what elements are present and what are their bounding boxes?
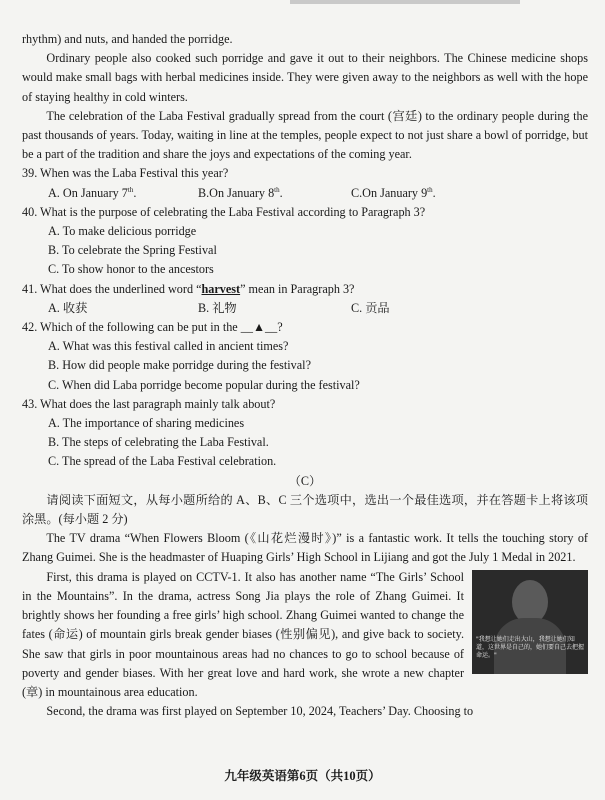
question-40: 40. What is the purpose of celebrating the Laba Festival according to Paragraph 3? [22, 204, 426, 219]
option-39b: B.On January 8th. [198, 185, 283, 200]
option-41b: B. 礼物 [198, 300, 237, 315]
option-43c: C. The spread of the Laba Festival celebration. [48, 454, 277, 469]
option-40a: A. To make delicious porridge [48, 224, 197, 239]
section-instruction: 请阅读下面短文，从每小题所给的 A、B、C 三个选项中，选出一个最佳选项，并在答题卡上将该项涂黑。(每小题 2 分) [22, 492, 588, 527]
page-footer: 九年级英语第6页（共10页） [224, 769, 381, 783]
question-41-text-end: ” mean in Paragraph 3? [240, 281, 355, 296]
document-page [22, 30, 588, 721]
option-42c: C. When did Laba porridge become popular during the festival? [48, 377, 360, 392]
paragraph-second: Second, the drama was first played on September 10, 2024, Teachers’ Day. Choosing to [46, 704, 474, 719]
paragraph-continued: rhythm) and nuts, and handed the porridge. [22, 32, 233, 46]
option-40c: C. To show honor to the ancestors [48, 262, 214, 277]
paragraph-celebration: The celebration of the Laba Festival gradually spread from the court (宫廷) to the ordinary people during the past thousands of years. Today, waiting in line at the temples, people expect to not just share a bowl of porridge, but be a part of the tradition and share the joys and expectations of the coming year. [22, 108, 588, 162]
option-39c: C.On January 9th. [351, 185, 436, 200]
question-41-text: 41. What does the underlined word “ [22, 281, 202, 296]
option-42b: B. How did people make porridge during the festival? [48, 358, 311, 373]
underlined-word: harvest [201, 281, 241, 296]
scan-edge [290, 0, 520, 4]
option-43b: B. The steps of celebrating the Laba Festival. [48, 435, 269, 450]
option-39a: A. On January 7th. [48, 185, 137, 200]
question-43: 43. What does the last paragraph mainly talk about? [22, 396, 276, 411]
option-42a: A. What was this festival called in ancient times? [48, 339, 289, 354]
drama-photo [472, 570, 588, 674]
option-41c: C. 贡品 [351, 300, 390, 315]
question-39-options [48, 184, 588, 203]
question-39: 39. When was the Laba Festival this year? [22, 166, 229, 181]
question-41-options [48, 299, 588, 318]
paragraph-tv-drama: The TV drama “When Flowers Bloom (《山花烂漫时》)” is a fantastic work. It tells the touching story of Zhang Guimei. She is the headmaster of Huaping Girls’ High School in Lijiang and got the July 1 Medal in 2021. [22, 531, 588, 565]
question-41 [22, 280, 588, 299]
paragraph-first: First, this drama is played on CCTV-1. It also has another name “The Girls’ School in the Mountains”. In the drama, actress Song Jia plays the role of Zhang Guimei. It brightly shows her founding a free girls’ high school. Zhang Guimei wanted to change the fates (命运) of mountain girls break gender biases (性别偏见), and give back to society. She saw that girls in poor mountainous areas had no chances to go to school because of poverty and gender biases. With her great love and hard work, she wrote a new chapter (章) in mountainous area education. [22, 569, 464, 699]
option-41a: A. 收获 [48, 300, 88, 315]
question-42: 42. Which of the following can be put in the __▲__? [22, 320, 283, 335]
option-43a: A. The importance of sharing medicines [48, 416, 245, 431]
paragraph-ordinary-people: Ordinary people also cooked such porridge and gave it out to their neighbors. The Chinese medicine shops would make small bags with herbal medicines inside. They were given away to the neighbors as well with the hope of staying healthy in cold winters. [22, 51, 588, 104]
option-40b: B. To celebrate the Spring Festival [48, 243, 217, 258]
photo-caption: "我想让她们走出大山，我想让她们知道，这世界是自己的，她们要自己去把握命运。" [476, 635, 585, 659]
section-heading: （C） [288, 473, 322, 488]
